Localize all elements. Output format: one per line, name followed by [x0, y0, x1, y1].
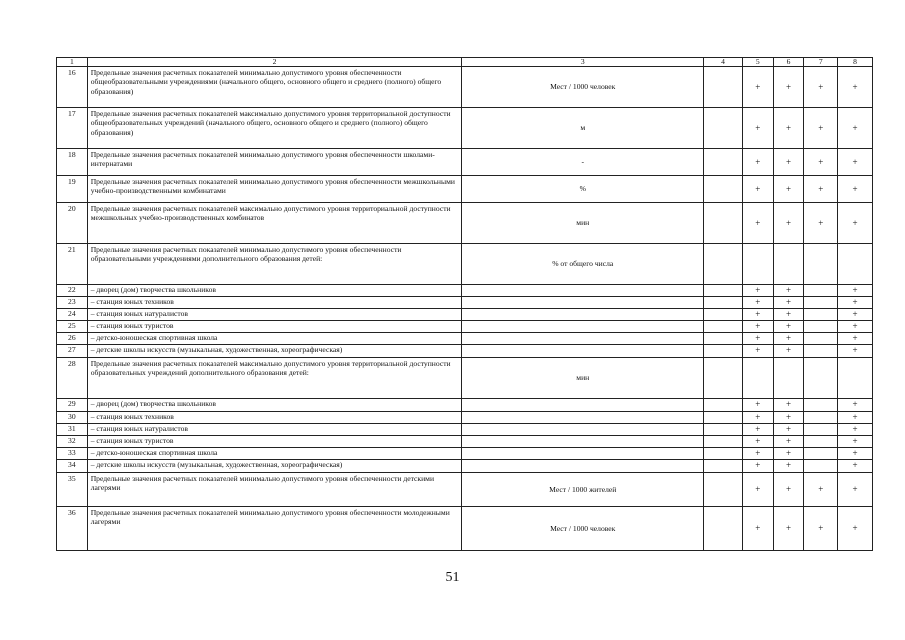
mark-cell [804, 357, 838, 398]
mark-cell [804, 447, 838, 459]
mark-cell: + [838, 423, 873, 435]
indicator-text: – станция юных туристов [87, 320, 462, 332]
mark-cell [704, 308, 743, 320]
indicator-text: – станция юных натуралистов [87, 308, 462, 320]
indicator-text: – станция юных техников [87, 411, 462, 423]
table-row [57, 447, 873, 459]
mark-cell [704, 332, 743, 344]
table-row [57, 344, 873, 357]
mark-cell: + [838, 447, 873, 459]
unit-cell [462, 285, 704, 297]
mark-cell: + [804, 108, 838, 149]
mark-cell [838, 244, 873, 285]
mark-cell: + [773, 423, 804, 435]
mark-cell [704, 244, 743, 285]
indicators-table [56, 57, 873, 551]
unit-cell: мин [462, 357, 704, 398]
mark-cell [704, 320, 743, 332]
mark-cell: + [742, 308, 773, 320]
unit-cell [462, 332, 704, 344]
mark-cell [804, 308, 838, 320]
mark-cell: + [804, 472, 838, 506]
mark-cell [704, 149, 743, 176]
mark-cell: + [838, 320, 873, 332]
mark-cell [804, 285, 838, 297]
row-number: 24 [57, 308, 88, 320]
row-number: 28 [57, 357, 88, 398]
mark-cell [704, 296, 743, 308]
mark-cell [773, 357, 804, 398]
mark-cell: + [838, 459, 873, 472]
unit-cell [462, 423, 704, 435]
mark-cell [704, 506, 743, 550]
unit-cell: % от общего числа [462, 244, 704, 285]
column-header: 4 [704, 58, 743, 67]
mark-cell: + [742, 459, 773, 472]
mark-cell: + [838, 176, 873, 203]
mark-cell: + [838, 472, 873, 506]
mark-cell [804, 435, 838, 447]
column-header: 8 [838, 58, 873, 67]
table-row [57, 296, 873, 308]
mark-cell [704, 435, 743, 447]
mark-cell: + [742, 344, 773, 357]
mark-cell [704, 285, 743, 297]
indicator-text: Предельные значения расчетных показателей минимально допустимого уровня обеспеченности молодежными лагерями [87, 506, 462, 550]
row-number: 27 [57, 344, 88, 357]
mark-cell [704, 108, 743, 149]
indicator-text: – станция юных натуралистов [87, 423, 462, 435]
row-number: 19 [57, 176, 88, 203]
mark-cell: + [773, 176, 804, 203]
table-row [57, 176, 873, 203]
row-number: 16 [57, 67, 88, 108]
header-row [57, 58, 873, 67]
mark-cell [804, 244, 838, 285]
indicator-text: Предельные значения расчетных показателей минимально допустимого уровня обеспеченности общеобразовательными учреждениями (начального общего, основного общего и среднего (полного) общего образования) [87, 67, 462, 108]
mark-cell [704, 472, 743, 506]
mark-cell: + [804, 67, 838, 108]
mark-cell [804, 398, 838, 411]
mark-cell: + [838, 398, 873, 411]
row-number: 30 [57, 411, 88, 423]
unit-cell: мин [462, 203, 704, 244]
mark-cell: + [838, 285, 873, 297]
table-row [57, 357, 873, 398]
mark-cell: + [838, 411, 873, 423]
mark-cell: + [773, 411, 804, 423]
mark-cell: + [773, 108, 804, 149]
unit-cell [462, 447, 704, 459]
row-number: 21 [57, 244, 88, 285]
row-number: 32 [57, 435, 88, 447]
mark-cell [704, 176, 743, 203]
unit-cell [462, 459, 704, 472]
indicator-text: Предельные значения расчетных показателей максимально допустимого уровня территориальной доступности образовательных учреждений дополнительного образования детей: [87, 357, 462, 398]
row-number: 23 [57, 296, 88, 308]
column-header: 1 [57, 58, 88, 67]
indicator-text: Предельные значения расчетных показателей минимально допустимого уровня обеспеченности школами-интернатами [87, 149, 462, 176]
table-row [57, 411, 873, 423]
mark-cell [804, 459, 838, 472]
mark-cell: + [838, 332, 873, 344]
indicator-text: – детские школы искусств (музыкальная, художественная, хореографическая) [87, 459, 462, 472]
row-number: 35 [57, 472, 88, 506]
row-number: 33 [57, 447, 88, 459]
mark-cell: + [773, 67, 804, 108]
table-row [57, 435, 873, 447]
mark-cell: + [773, 435, 804, 447]
mark-cell: + [804, 506, 838, 550]
row-number: 22 [57, 285, 88, 297]
mark-cell: + [773, 459, 804, 472]
row-number: 31 [57, 423, 88, 435]
mark-cell [838, 357, 873, 398]
table-row [57, 398, 873, 411]
mark-cell: + [838, 506, 873, 550]
mark-cell: + [742, 398, 773, 411]
mark-cell [804, 296, 838, 308]
mark-cell: + [742, 203, 773, 244]
mark-cell [804, 411, 838, 423]
table-row [57, 472, 873, 506]
table-row [57, 423, 873, 435]
mark-cell: + [773, 296, 804, 308]
indicator-text: Предельные значения расчетных показателей максимально допустимого уровня территориальной доступности межшкольных учебно-производственных комбинатов [87, 203, 462, 244]
mark-cell: + [838, 435, 873, 447]
mark-cell: + [742, 411, 773, 423]
column-header: 5 [742, 58, 773, 67]
indicator-text: Предельные значения расчетных показателей максимально допустимого уровня территориальной доступности общеобразовательных учреждений (начального общего, основного общего и среднего (полного) общего образования) [87, 108, 462, 149]
table-row [57, 332, 873, 344]
row-number: 18 [57, 149, 88, 176]
mark-cell: + [838, 344, 873, 357]
unit-cell [462, 398, 704, 411]
mark-cell: + [773, 308, 804, 320]
table-row [57, 459, 873, 472]
mark-cell [704, 67, 743, 108]
row-number: 36 [57, 506, 88, 550]
mark-cell: + [742, 447, 773, 459]
mark-cell [704, 459, 743, 472]
table-row [57, 308, 873, 320]
row-number: 34 [57, 459, 88, 472]
mark-cell [773, 244, 804, 285]
unit-cell [462, 344, 704, 357]
mark-cell [704, 447, 743, 459]
unit-cell: % [462, 176, 704, 203]
mark-cell [704, 398, 743, 411]
mark-cell: + [742, 423, 773, 435]
mark-cell: + [773, 203, 804, 244]
mark-cell: + [742, 506, 773, 550]
mark-cell [704, 357, 743, 398]
indicator-text: – станция юных туристов [87, 435, 462, 447]
unit-cell: м [462, 108, 704, 149]
row-number: 25 [57, 320, 88, 332]
unit-cell [462, 296, 704, 308]
mark-cell [804, 423, 838, 435]
indicator-text: – дворец (дом) творчества школьников [87, 285, 462, 297]
unit-cell: - [462, 149, 704, 176]
indicator-text: – станция юных техников [87, 296, 462, 308]
mark-cell: + [742, 296, 773, 308]
mark-cell: + [742, 67, 773, 108]
indicator-text: Предельные значения расчетных показателей минимально допустимого уровня обеспеченности детскими лагерями [87, 472, 462, 506]
table-row [57, 320, 873, 332]
mark-cell: + [742, 149, 773, 176]
row-number: 29 [57, 398, 88, 411]
row-number: 26 [57, 332, 88, 344]
unit-cell: Мест / 1000 жителей [462, 472, 704, 506]
mark-cell [704, 411, 743, 423]
table-row [57, 506, 873, 550]
row-number: 17 [57, 108, 88, 149]
mark-cell: + [838, 296, 873, 308]
mark-cell [704, 203, 743, 244]
table-row [57, 108, 873, 149]
mark-cell: + [804, 149, 838, 176]
mark-cell: + [742, 108, 773, 149]
mark-cell: + [742, 435, 773, 447]
unit-cell: Мест / 1000 человек [462, 67, 704, 108]
mark-cell: + [773, 506, 804, 550]
page-number: 51 [445, 570, 460, 585]
unit-cell [462, 320, 704, 332]
mark-cell [742, 244, 773, 285]
mark-cell [804, 320, 838, 332]
indicator-text: – дворец (дом) творчества школьников [87, 398, 462, 411]
indicator-text: Предельные значения расчетных показателей минимально допустимого уровня обеспеченности межшкольными учебно-производственными комбинатами [87, 176, 462, 203]
table-row [57, 285, 873, 297]
unit-cell: Мест / 1000 человек [462, 506, 704, 550]
mark-cell: + [773, 472, 804, 506]
unit-cell [462, 435, 704, 447]
mark-cell: + [804, 176, 838, 203]
indicator-text: – детско-юношеская спортивная школа [87, 447, 462, 459]
mark-cell: + [773, 149, 804, 176]
mark-cell: + [838, 203, 873, 244]
mark-cell: + [742, 285, 773, 297]
column-header: 6 [773, 58, 804, 67]
row-number: 20 [57, 203, 88, 244]
mark-cell: + [742, 320, 773, 332]
mark-cell: + [742, 332, 773, 344]
table-row [57, 67, 873, 108]
table-row [57, 203, 873, 244]
mark-cell: + [804, 203, 838, 244]
column-header: 3 [462, 58, 704, 67]
mark-cell: + [838, 308, 873, 320]
table-row [57, 244, 873, 285]
mark-cell [704, 344, 743, 357]
indicator-text: – детско-юношеская спортивная школа [87, 332, 462, 344]
unit-cell [462, 411, 704, 423]
unit-cell [462, 308, 704, 320]
mark-cell: + [742, 176, 773, 203]
mark-cell [804, 332, 838, 344]
mark-cell: + [773, 447, 804, 459]
mark-cell: + [773, 285, 804, 297]
mark-cell: + [773, 398, 804, 411]
mark-cell: + [742, 472, 773, 506]
indicator-text: Предельные значения расчетных показателей минимально допустимого уровня обеспеченности образовательными учреждениями дополнительного образования детей: [87, 244, 462, 285]
mark-cell: + [838, 108, 873, 149]
mark-cell: + [838, 149, 873, 176]
mark-cell [704, 423, 743, 435]
column-header: 2 [87, 58, 462, 67]
mark-cell [804, 344, 838, 357]
mark-cell: + [773, 344, 804, 357]
column-header: 7 [804, 58, 838, 67]
table-row [57, 149, 873, 176]
mark-cell: + [773, 320, 804, 332]
mark-cell: + [773, 332, 804, 344]
mark-cell [742, 357, 773, 398]
table-body [57, 58, 873, 551]
indicator-text: – детские школы искусств (музыкальная, художественная, хореографическая) [87, 344, 462, 357]
mark-cell: + [838, 67, 873, 108]
